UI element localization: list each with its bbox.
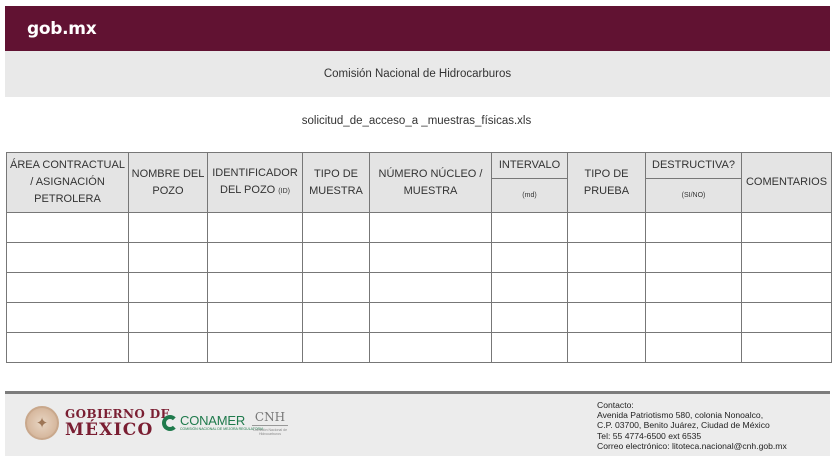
table-cell[interactable] <box>129 213 208 243</box>
col-header-identificador-label: IDENTIFICADOR DEL POZO <box>212 167 298 196</box>
table-cell[interactable] <box>568 333 646 363</box>
table-cell[interactable] <box>492 243 568 273</box>
gobmx-logo[interactable]: gob.mx <box>27 18 97 39</box>
col-subheader-destructiva-options: (SI/NO) <box>646 179 742 213</box>
table-cell[interactable] <box>646 213 742 243</box>
table-cell[interactable] <box>208 213 303 243</box>
table-cell[interactable] <box>7 273 129 303</box>
table-cell[interactable] <box>646 273 742 303</box>
table-cell[interactable] <box>370 273 492 303</box>
col-header-tipo-muestra: TIPO DE MUESTRA <box>303 153 370 213</box>
institution-title: Comisión Nacional de Hidrocarburos <box>323 68 512 80</box>
site-header <box>5 6 830 51</box>
table-cell[interactable] <box>129 273 208 303</box>
contact-phone: Tel: 55 4774-6500 ext 6535 <box>597 430 702 441</box>
table-cell[interactable] <box>370 243 492 273</box>
cnh-logo[interactable] <box>252 410 288 436</box>
contact-title: Contacto: <box>597 400 634 410</box>
table-row <box>7 333 832 363</box>
table-cell[interactable] <box>492 213 568 243</box>
gobierno-mexico-wordmark <box>65 408 170 439</box>
table-cell[interactable] <box>646 333 742 363</box>
table-cell[interactable] <box>742 273 832 303</box>
table-cell[interactable] <box>492 303 568 333</box>
table-cell[interactable] <box>7 303 129 333</box>
table-cell[interactable] <box>370 333 492 363</box>
col-header-identificador-suffix: (ID) <box>278 188 290 195</box>
col-header-comentarios: COMENTARIOS <box>742 153 832 213</box>
table-row <box>7 303 832 333</box>
conamer-tagline: COMISIÓN NACIONAL DE MEJORA REGULATORIA <box>180 427 264 431</box>
col-header-tipo-prueba: TIPO DE PRUEBA <box>568 153 646 213</box>
gobierno-line1: GOBIERNO DE <box>65 406 171 421</box>
table-cell[interactable] <box>646 243 742 273</box>
table-cell[interactable] <box>492 273 568 303</box>
conamer-logo-icon <box>162 415 178 431</box>
table-cell[interactable] <box>568 243 646 273</box>
table-cell[interactable] <box>303 213 370 243</box>
table-cell[interactable] <box>742 213 832 243</box>
col-subheader-intervalo-unit: (md) <box>492 179 568 213</box>
table-cell[interactable] <box>303 333 370 363</box>
col-header-destructiva: DESTRUCTIVA? <box>646 153 742 179</box>
table-cell[interactable] <box>646 303 742 333</box>
table-cell[interactable] <box>208 243 303 273</box>
table-cell[interactable] <box>568 303 646 333</box>
institution-banner <box>5 51 830 97</box>
table-row <box>7 273 832 303</box>
col-header-numero-nucleo: NÚMERO NÚCLEO / MUESTRA <box>370 153 492 213</box>
table-cell[interactable] <box>7 213 129 243</box>
escudo-nacional-icon: ✦ <box>25 406 59 440</box>
col-header-identificador-pozo <box>208 153 303 213</box>
table-cell[interactable] <box>129 333 208 363</box>
table-cell[interactable] <box>568 273 646 303</box>
contact-email[interactable]: Correo electrónico: litoteca.nacional@cnh.gob.mx <box>597 440 787 451</box>
conamer-logo[interactable] <box>162 414 263 432</box>
col-header-area-contractual: ÁREA CONTRACTUAL / ASIGNACIÓN PETROLERA <box>7 153 129 213</box>
table-cell[interactable] <box>370 303 492 333</box>
table-cell[interactable] <box>742 243 832 273</box>
table-cell[interactable] <box>742 303 832 333</box>
table-cell[interactable] <box>129 303 208 333</box>
col-header-intervalo: INTERVALO <box>492 153 568 179</box>
table-cell[interactable] <box>208 333 303 363</box>
document-filename: solicitud_de_acceso_a _muestras_físicas.xls <box>301 115 532 127</box>
conamer-name: CONAMER <box>180 413 246 428</box>
gobierno-mexico-logo[interactable] <box>25 406 170 440</box>
table-cell[interactable] <box>492 333 568 363</box>
table-cell[interactable] <box>7 333 129 363</box>
col-header-nombre-pozo: NOMBRE DEL POZO <box>129 153 208 213</box>
contact-address-line1: Avenida Patriotismo 580, colonia Nonoalco, <box>597 410 764 421</box>
table-cell[interactable] <box>568 213 646 243</box>
cnh-tagline: Comisión Nacional de Hidrocarburos <box>252 428 288 436</box>
conamer-wordmark <box>180 414 263 432</box>
table-cell[interactable] <box>742 333 832 363</box>
table-cell[interactable] <box>370 213 492 243</box>
table-cell[interactable] <box>303 303 370 333</box>
table-cell[interactable] <box>129 243 208 273</box>
contact-info <box>597 400 787 451</box>
table-cell[interactable] <box>7 243 129 273</box>
table-row <box>7 213 832 243</box>
cnh-logo-icon: CNH <box>252 410 288 426</box>
table-cell[interactable] <box>208 273 303 303</box>
table-row <box>7 243 832 273</box>
table-cell[interactable] <box>208 303 303 333</box>
contact-address-line2: C.P. 03700, Benito Juárez, Ciudad de México <box>597 420 770 431</box>
table-cell[interactable] <box>303 243 370 273</box>
request-table <box>6 152 832 363</box>
site-footer <box>5 394 830 456</box>
table-cell[interactable] <box>303 273 370 303</box>
gobierno-line2: MÉXICO <box>65 419 154 440</box>
